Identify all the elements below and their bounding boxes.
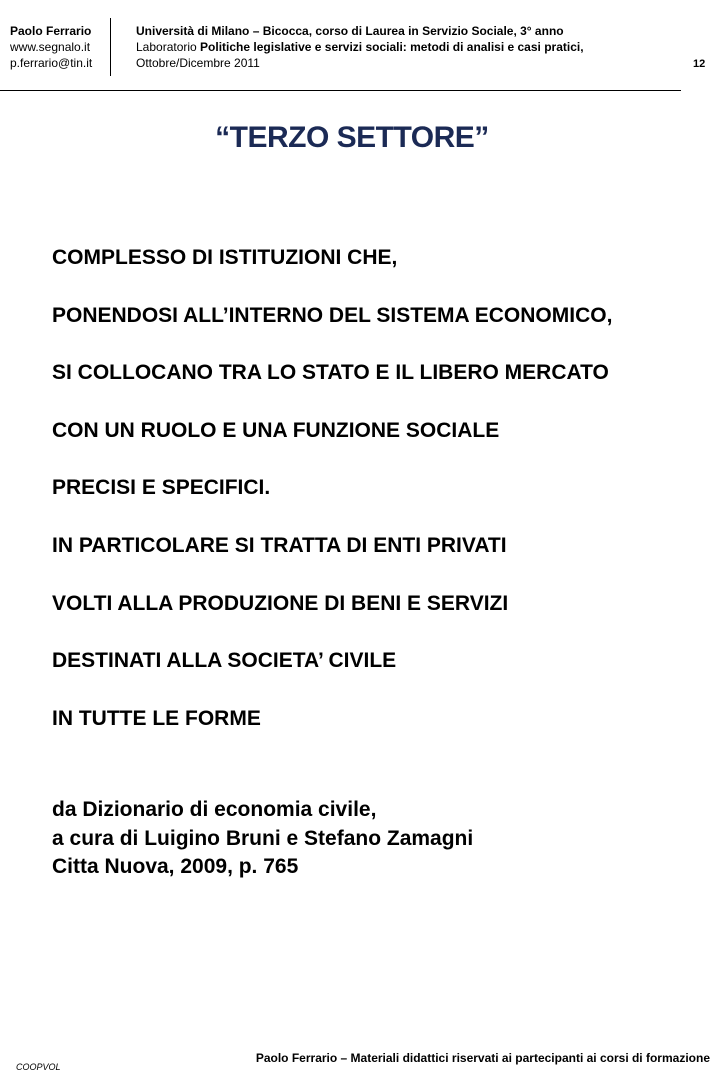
definition-line: IN TUTTE LE FORME (52, 706, 261, 730)
course-lab-prefix: Laboratorio (136, 40, 201, 54)
author-block (10, 23, 92, 71)
author-email: p.ferrario@tin.it (10, 56, 93, 70)
course-block (136, 23, 681, 71)
definition-line: DESTINATI ALLA SOCIETA’ CIVILE (52, 649, 397, 673)
page-title: “TERZO SETTORE” (215, 121, 489, 154)
definition-line: VOLTI ALLA PRODUZIONE DI BENI E SERVIZI (52, 591, 509, 615)
definition-line: PONENDOSI ALL’INTERNO DEL SISTEMA ECONOMICO, (52, 303, 613, 327)
course-lab-title: Politiche legislative e servizi sociali: metodi di analisi e casi pratici, (200, 40, 584, 54)
definition-text (52, 244, 612, 762)
definition-line: PRECISI E SPECIFICI. (52, 476, 271, 500)
citation-source: da Dizionario di economia civile, (52, 798, 377, 821)
course-university: Università di Milano – Bicocca, corso di Laurea in Servizio Sociale, 3° anno (136, 24, 564, 38)
citation-block (52, 796, 473, 882)
author-name: Paolo Ferrario (10, 24, 92, 38)
definition-line: CON UN RUOLO E UNA FUNZIONE SOCIALE (52, 418, 500, 442)
course-lab (136, 39, 681, 55)
definition-line: SI COLLOCANO TRA LO STATO E IL LIBERO MERCATO (52, 361, 609, 385)
course-period: Ottobre/Dicembre 2011 (136, 56, 260, 70)
definition-line: IN PARTICOLARE SI TRATTA DI ENTI PRIVATI (52, 533, 507, 557)
citation-editors: a cura di Luigino Bruni e Stefano Zamagni (52, 826, 474, 850)
footer-tag: COOPVOL (16, 1062, 61, 1072)
page-number: 12 (693, 58, 706, 70)
footer-note: Paolo Ferrario – Materiali didattici riservati ai partecipanti ai corsi di formazione (255, 1051, 710, 1065)
definition-line: COMPLESSO DI ISTITUZIONI CHE, (52, 246, 398, 269)
author-website: www.segnalo.it (10, 40, 91, 54)
citation-publisher: Citta Nuova, 2009, p. 765 (52, 855, 299, 878)
header-rule (0, 90, 681, 91)
header-divider (110, 18, 111, 76)
